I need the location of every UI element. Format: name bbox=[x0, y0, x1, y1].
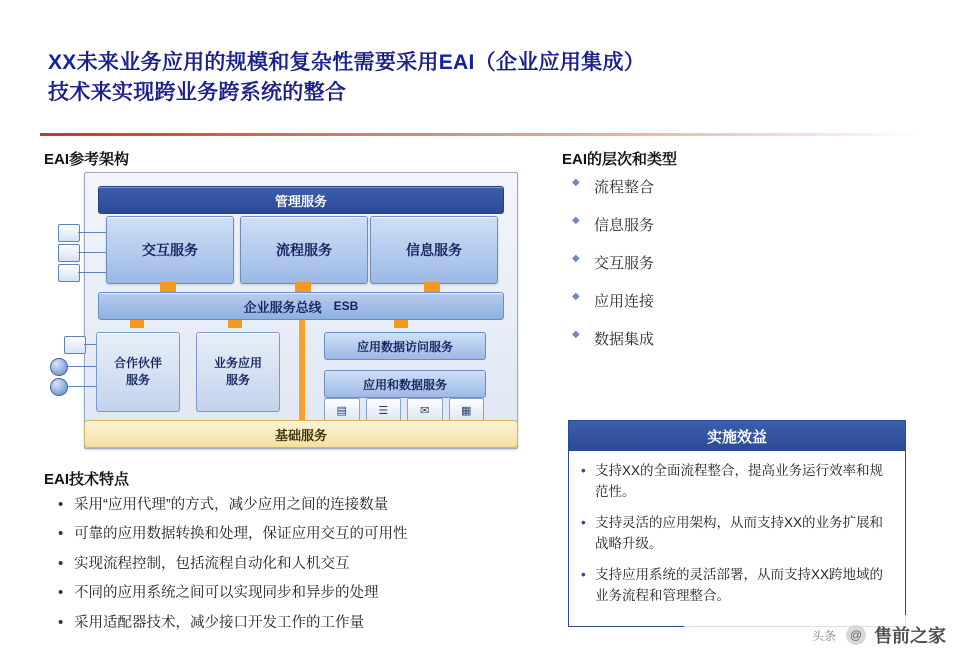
list-icon: ☰ bbox=[366, 398, 402, 422]
levels-ul bbox=[572, 176, 902, 349]
node-line-1 bbox=[78, 232, 106, 233]
title-blue-prefix: XX bbox=[48, 51, 77, 74]
arch-partner-service bbox=[96, 332, 180, 412]
title-eai-token: EAI bbox=[438, 51, 475, 74]
node-line-5 bbox=[66, 386, 96, 387]
title-line1-tail: （企业应用集成） bbox=[474, 51, 646, 74]
feature-item-4: • 不同的应用系统之间可以实现同步和异步的处理 bbox=[58, 582, 538, 604]
benefit-ul bbox=[581, 461, 893, 607]
chart-icon: ▤ bbox=[324, 398, 360, 422]
node-line-4 bbox=[66, 366, 96, 367]
benefit-panel bbox=[568, 420, 906, 627]
arch-business-app-service bbox=[196, 332, 280, 412]
benefit-panel-title: 实施效益 bbox=[569, 421, 905, 451]
partner-line1: 合作伙伴 bbox=[113, 355, 162, 370]
external-node-dot-1 bbox=[50, 358, 68, 376]
features-ul bbox=[58, 494, 538, 634]
mail-icon: ✉ bbox=[407, 398, 443, 422]
feature-item-3: • 实现流程控制，包括流程自动化和人机交互 bbox=[58, 553, 538, 575]
watermark bbox=[684, 615, 960, 655]
arch-esb-bar bbox=[98, 292, 504, 320]
db-icon: ▦ bbox=[449, 398, 485, 422]
arch-service-process: 流程服务 bbox=[240, 216, 368, 284]
connector-spine bbox=[299, 318, 305, 422]
arch-app-and-data-service: 应用和数据服务 bbox=[324, 370, 486, 398]
page-title bbox=[48, 48, 928, 109]
bizapp-line1: 业务应用 bbox=[213, 355, 262, 370]
external-node-icon-4 bbox=[64, 336, 86, 354]
arch-data-access-service: 应用数据访问服务 bbox=[324, 332, 486, 360]
title-divider bbox=[40, 133, 920, 136]
eai-features-list bbox=[58, 494, 538, 641]
watermark-text: 售前之家 bbox=[874, 626, 946, 646]
node-line-3 bbox=[78, 272, 106, 273]
bizapp-text bbox=[214, 355, 262, 390]
watermark-prefix: 头条 bbox=[811, 628, 836, 643]
benefit-panel-body bbox=[569, 451, 905, 607]
bizapp-line2: 服务 bbox=[225, 373, 250, 387]
eai-levels-list bbox=[572, 176, 902, 366]
node-line-6 bbox=[84, 344, 96, 345]
watermark-logo-icon: @ bbox=[846, 625, 866, 645]
title-line2: 技术来实现跨业务跨系统的整合 bbox=[48, 81, 347, 105]
feature-item-5: • 采用适配器技术，减少接口开发工作的工作量 bbox=[58, 612, 538, 634]
feature-item-1: • 采用“应用代理”的方式，减少应用之间的连接数量 bbox=[58, 494, 538, 516]
benefit-item-2: • 支持灵活的应用架构，从而支持XX的业务扩展和战略升级。 bbox=[581, 513, 893, 555]
external-node-icon-3 bbox=[58, 264, 80, 282]
level-item-4: ◆ 应用连接 bbox=[572, 290, 902, 311]
external-node-icon-2 bbox=[58, 244, 80, 262]
external-node-icon-1 bbox=[58, 224, 80, 242]
benefit-item-3: • 支持应用系统的灵活部署，从而支持XX跨地域的业务流程和管理整合。 bbox=[581, 565, 893, 607]
external-node-dot-2 bbox=[50, 378, 68, 396]
benefit-item-1: • 支持XX的全面流程整合，提高业务运行效率和规范性。 bbox=[581, 461, 893, 503]
partner-line2: 服务 bbox=[125, 373, 150, 387]
esb-label-en: ESB bbox=[333, 299, 359, 313]
node-line-2 bbox=[78, 252, 106, 253]
section-heading-architecture: EAI参考架构 bbox=[44, 151, 130, 168]
arch-mini-icon-row bbox=[324, 398, 484, 420]
partner-text bbox=[114, 355, 162, 390]
arch-service-information: 信息服务 bbox=[370, 216, 498, 284]
section-heading-levels: EAI的层次和类型 bbox=[562, 151, 678, 168]
level-item-2: ◆ 信息服务 bbox=[572, 214, 902, 235]
arch-base-service: 基础服务 bbox=[84, 420, 518, 448]
arch-management-service: 管理服务 bbox=[98, 186, 504, 214]
level-item-1: ◆ 流程整合 bbox=[572, 176, 902, 197]
title-line1-rest: 未来业务应用的规模和复杂性需要采用 bbox=[76, 51, 439, 74]
section-heading-features: EAI技术特点 bbox=[44, 471, 130, 488]
level-item-5: ◆ 数据集成 bbox=[572, 328, 902, 349]
level-item-3: ◆ 交互服务 bbox=[572, 252, 902, 273]
esb-label-cn: 企业服务总线 bbox=[243, 299, 322, 315]
arch-service-interaction: 交互服务 bbox=[106, 216, 234, 284]
feature-item-2: • 可靠的应用数据转换和处理，保证应用交互的可用性 bbox=[58, 523, 538, 545]
